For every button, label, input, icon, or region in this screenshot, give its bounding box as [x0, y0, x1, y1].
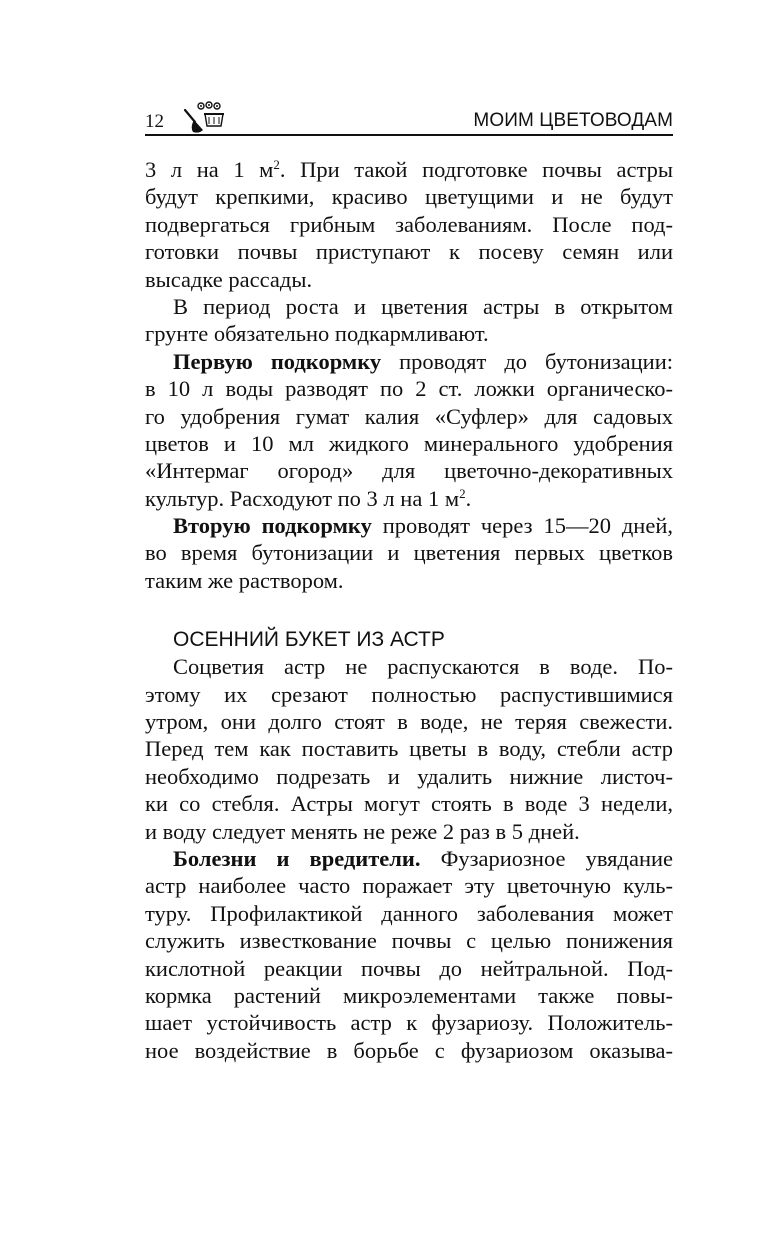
text-line: готовки почвы приступают к посеву семян или: [145, 239, 673, 265]
text-line: грунте обязательно подкармливают.: [145, 321, 489, 347]
gardening-tools-flowers-icon: [181, 100, 229, 136]
text-line: утром, они долго стоят в воде, не теряя свежести.: [145, 709, 673, 735]
page-number: 12: [145, 111, 164, 132]
section-gap: [145, 594, 673, 626]
page-header: [145, 98, 673, 138]
text-line: кислотной реакции почвы до нейтральной. Под-: [145, 955, 673, 981]
text-line: Вторую подкормку проводят через 15—20 дней,: [173, 513, 673, 539]
text-line: необходимо подрезать и удалить нижние листоч-: [145, 763, 673, 789]
text-line: го удобрения гумат калия «Суфлер» для садовых: [145, 403, 673, 429]
text-line: во время бутонизации и цветения первых цветков: [145, 540, 673, 566]
text-line: Первую подкормку проводят до бутонизации:: [173, 348, 673, 374]
text-line: этому их срезают полностью распустившимися: [145, 681, 673, 707]
text-line: таким же раствором.: [145, 567, 344, 593]
bold-lead: Первую подкормку: [173, 348, 382, 374]
text-line: Соцветия астр не распускаются в воде. По-: [173, 654, 673, 680]
text-line: в 10 л воды разводят по 2 ст. ложки органическо-: [145, 376, 673, 402]
text-line: туру. Профилактикой данного заболевания может: [145, 900, 673, 926]
header-divider: [145, 134, 673, 136]
text-line: кормка растений микроэлементами также повы-: [145, 982, 673, 1008]
running-title: МОИМ ЦВЕТОВОДАМ: [473, 110, 673, 131]
text-line: ное воздействие в борьбе с фузариозом оказыва-: [145, 1037, 673, 1063]
text-line: и воду следует менять не реже 2 раз в 5 дней.: [145, 818, 580, 844]
text-line: ки со стебля. Астры могут стоять в воде 3 недели,: [145, 791, 673, 817]
text-line: высадке рассады.: [145, 266, 313, 292]
text-line: Болезни и вредители. Фузариозное увядание: [173, 845, 674, 871]
text-line: В период роста и цветения астры в открытом: [173, 293, 673, 319]
text-line: служить известкование почвы с целью понижения: [145, 928, 673, 954]
text-line: будут крепкими, красиво цветущими и не будут: [145, 184, 673, 210]
text-line: шает устойчивость астр к фузариозу. Положитель-: [145, 1010, 673, 1036]
text-line: подвергаться грибным заболеваниям. После под-: [145, 211, 673, 237]
bold-lead: Болезни и вредители.: [173, 845, 421, 871]
text-line: 3 л на 1 $м^2$. При такой подготовке почвы астры: [145, 157, 673, 182]
body-text: [145, 156, 673, 1064]
text-line: «Интермаг огород» для цветочно-декоративных: [145, 458, 673, 484]
bold-lead: Вторую подкормку: [173, 513, 372, 539]
text-line: культур. Расходуют по 3 л на 1 $м^2$.: [145, 485, 472, 511]
text-line: цветов и 10 мл жидкого минерального удобрения: [145, 430, 673, 456]
section-heading: ОСЕННИЙ БУКЕТ ИЗ АСТР: [173, 628, 445, 652]
text-line: астр наиболее часто поражает эту цветочную куль-: [145, 873, 673, 899]
text-line: Перед тем как поставить цветы в воду, стебли астр: [145, 736, 673, 762]
